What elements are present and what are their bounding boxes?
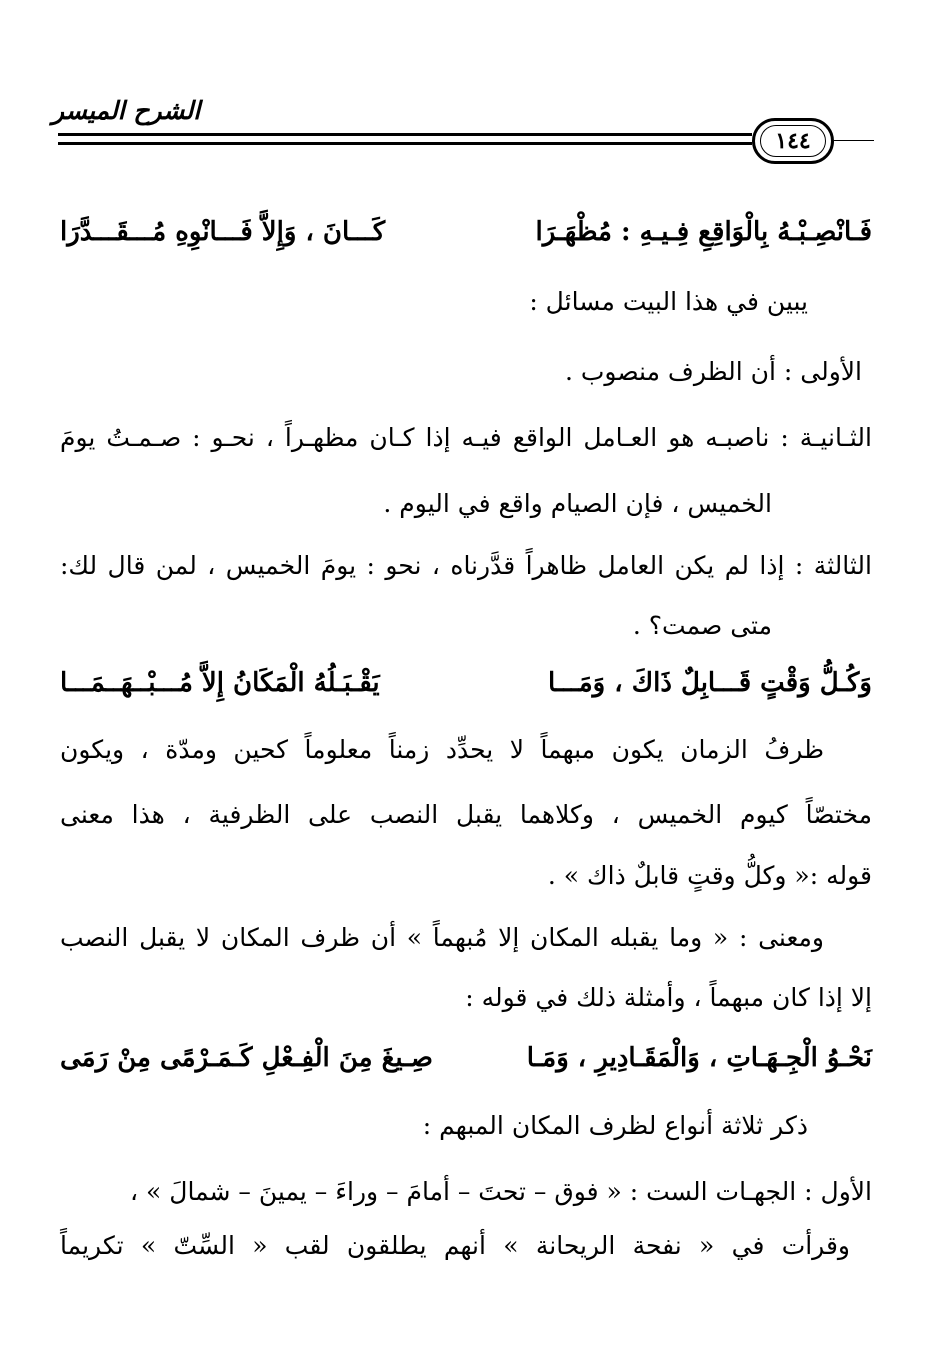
text-line: مختصّاً كيوم الخميس ، وكلاهما يقبل النصب على الظرفية ، هذا معنى [60,800,872,829]
text-line: قوله :« وكلُّ وقتٍ قابلٌ ذاك » . [547,861,872,890]
text-line: ظرفُ الزمان يكون مبهماً لا يحدِّد زمناً معلوماً كحين ومدّة ، ويكون [60,735,824,764]
text-line: الأولى : أن الظرف منصوب . [565,357,862,386]
text-line: الأول : الجهـات الست : « فوق – تحتَ – أمامَ – وراءَ – يمينَ – شمالَ » ، [130,1177,872,1206]
verse-1-right-hemistich: فَـانْصِـبْـهُ بِالْوَاقِعِ فِـيـهِ : مُظْهَـرَا [535,217,872,247]
text-line: إلا إذا كان مبهماً ، وأمثلة ذلك في قوله : [465,983,872,1012]
header-rule-right [834,140,874,141]
text-line: ومعنى : « وما يقبله المكان إلا مُبهماً » أن ظرف المكان لا يقبل النصب [60,923,824,952]
text-line: الخميس ، فإن الصيام واقع في اليوم . [383,489,772,518]
verse-3-left-hemistich: صِـيغَ مِنَ الْفِـعْلِ كَـمَـرْمًى مِنْ رَمَى [60,1043,433,1073]
verse-1-left-hemistich: كَـــانَ ، وَإِلاَّ فَـــانْوِهِ مُـــقَـــدَّرَا [60,217,386,247]
text-line: الثـانيـة : ناصبـه هو العـامل الواقع فيـه إذا كـان مظهـراً ، نحـو : صـمـتُ يومَ [60,423,872,452]
text-line: يبين في هذا البيت مسائل : [529,287,808,316]
verse-line-3 [60,1038,872,1078]
verse-line-2 [60,663,872,703]
verse-2-right-hemistich: وَكُـلُّ وَقْتٍ قَـــابِلٌ ذَاكَ ، وَمَـــا [547,668,872,698]
text-line: ذكر ثلاثة أنواع لظرف المكان المبهم : [422,1111,808,1140]
verse-2-left-hemistich: يَقْـبَـلُهُ الْمَكَانُ إِلاَّ مُـــبْــهَــمَـــا [60,668,380,698]
header-rule-bottom [58,142,752,145]
running-header-title: الشرح الميسر [52,96,201,125]
text-line: وقرأت في « نفحة الريحانة » أنهم يطلقون لقب « السِّتّ » تكريماً [60,1231,850,1260]
text-line: الثالثة : إذا لم يكن العامل ظاهراً قدَّرناه ، نحو : يومَ الخميس ، لمن قال لك: [60,551,872,580]
verse-line-1 [60,212,872,252]
page-number-badge [752,118,834,164]
header-rule-top [58,133,752,136]
page-number: ١٤٤ [760,125,826,157]
verse-3-right-hemistich: نَحْـوُ الْجِـهَـاتِ ، وَالْمَقَـادِيرِ ، وَمَـا [526,1043,872,1073]
text-line: متى صمت؟ . [632,611,772,640]
